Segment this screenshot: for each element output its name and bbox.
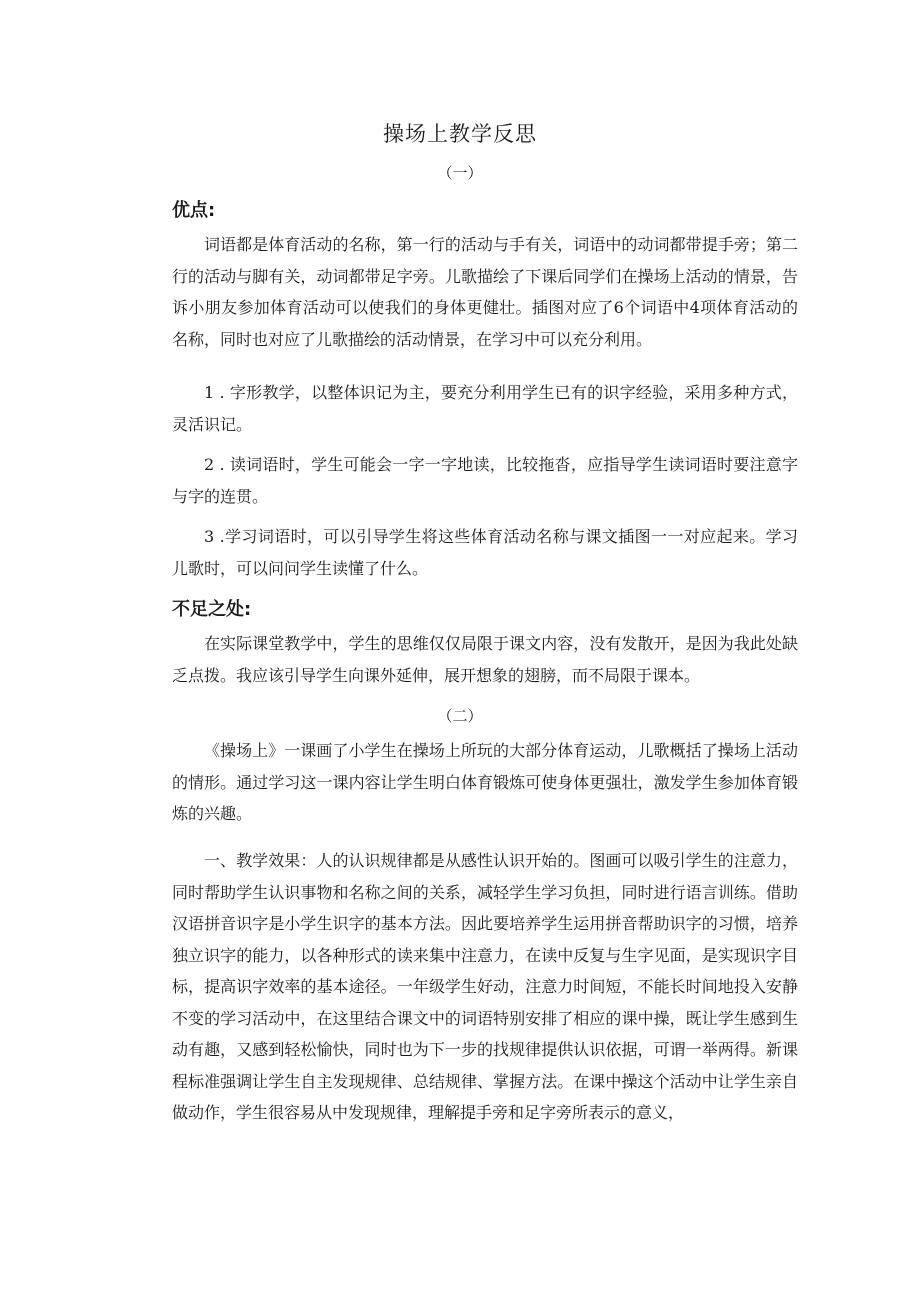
point-two-text: 2 . 读词语时，学生可能会一字一字地读，比较拖沓，应指导学生读词语时要注意字与字的连贯。 bbox=[172, 455, 798, 506]
intro-paragraph bbox=[172, 229, 798, 355]
document-title: 操场上教学反思 bbox=[383, 122, 537, 146]
shortcomings-text: 在实际课堂教学中，学生的思维仅仅局限于课文内容，没有发散开，是因为我此处缺乏点拨。我应该引导学生向课外延伸，展开想象的翅膀，而不局限于课本。 bbox=[172, 634, 798, 685]
section-one-mark: （一） bbox=[437, 164, 483, 182]
shortcomings-paragraph bbox=[172, 628, 798, 691]
point-one-text: 1 . 字形教学，以整体识记为主，要充分利用学生已有的识字经验，采用多种方式，灵活识记。 bbox=[172, 383, 798, 434]
teaching-effect-text: 一、教学效果：人的认识规律都是从感性认识开始的。图画可以吸引学生的注意力，同时帮助学生认识事物和名称之间的关系，减轻学生学习负担，同时进行语言训练。借助汉语拼音识字是小学生识字的基本方法。因此要培养学生运用拼音帮助识字的习惯，培养独立识字的能力，以各种形式的读来集中注意力，在读中反复与生字见面，是实现识字目标，提高识字效率的基本途径。一年级学生好动，注意力时间短，不能长时间地投入安静不变的学习活动中，在这里结合课文中的词语特别安排了相应的课中操，既让学生感到生动有趣，又感到轻松愉快，同时也为下一步的找规律提供认识依据，可谓一举两得。新课程标准强调让学生自主发现规律、总结规律、掌握方法。在课中操这个活动中让学生亲自做动作，学生很容易从中发现规律，理解提手旁和足字旁所表示的意义， bbox=[172, 851, 798, 1122]
section-two-intro-paragraph bbox=[172, 735, 798, 830]
teaching-effect-paragraph bbox=[172, 845, 798, 1129]
point-three-paragraph bbox=[172, 521, 798, 584]
section-two-intro-text: 《操场上》一课画了小学生在操场上所玩的大部分体育运动，儿歌概括了操场上活动的情形。通过学习这一课内容让学生明白体育锻炼可使身体更强壮，激发学生参加体育锻炼的兴趣。 bbox=[172, 741, 798, 823]
point-one-paragraph bbox=[172, 377, 798, 440]
point-three-text: 3 .学习词语时，可以引导学生将这些体育活动名称与课文插图一一对应起来。学习儿歌时，可以问问学生读懂了什么。 bbox=[172, 527, 798, 578]
intro-paragraph-text: 词语都是体育活动的名称，第一行的活动与手有关，词语中的动词都带提手旁；第二行的活动与脚有关，动词都带足字旁。儿歌描绘了下课后同学们在操场上活动的情景，告诉小朋友参加体育活动可以使我们的身体更健壮。插图对应了6个词语中4项体育活动的名称，同时也对应了儿歌描绘的活动情景，在学习中可以充分利用。 bbox=[172, 235, 798, 349]
point-two-paragraph bbox=[172, 449, 798, 512]
shortcomings-heading: 不足之处: bbox=[172, 599, 252, 620]
strengths-heading: 优点: bbox=[172, 200, 216, 221]
section-two-mark: （二） bbox=[437, 707, 483, 725]
